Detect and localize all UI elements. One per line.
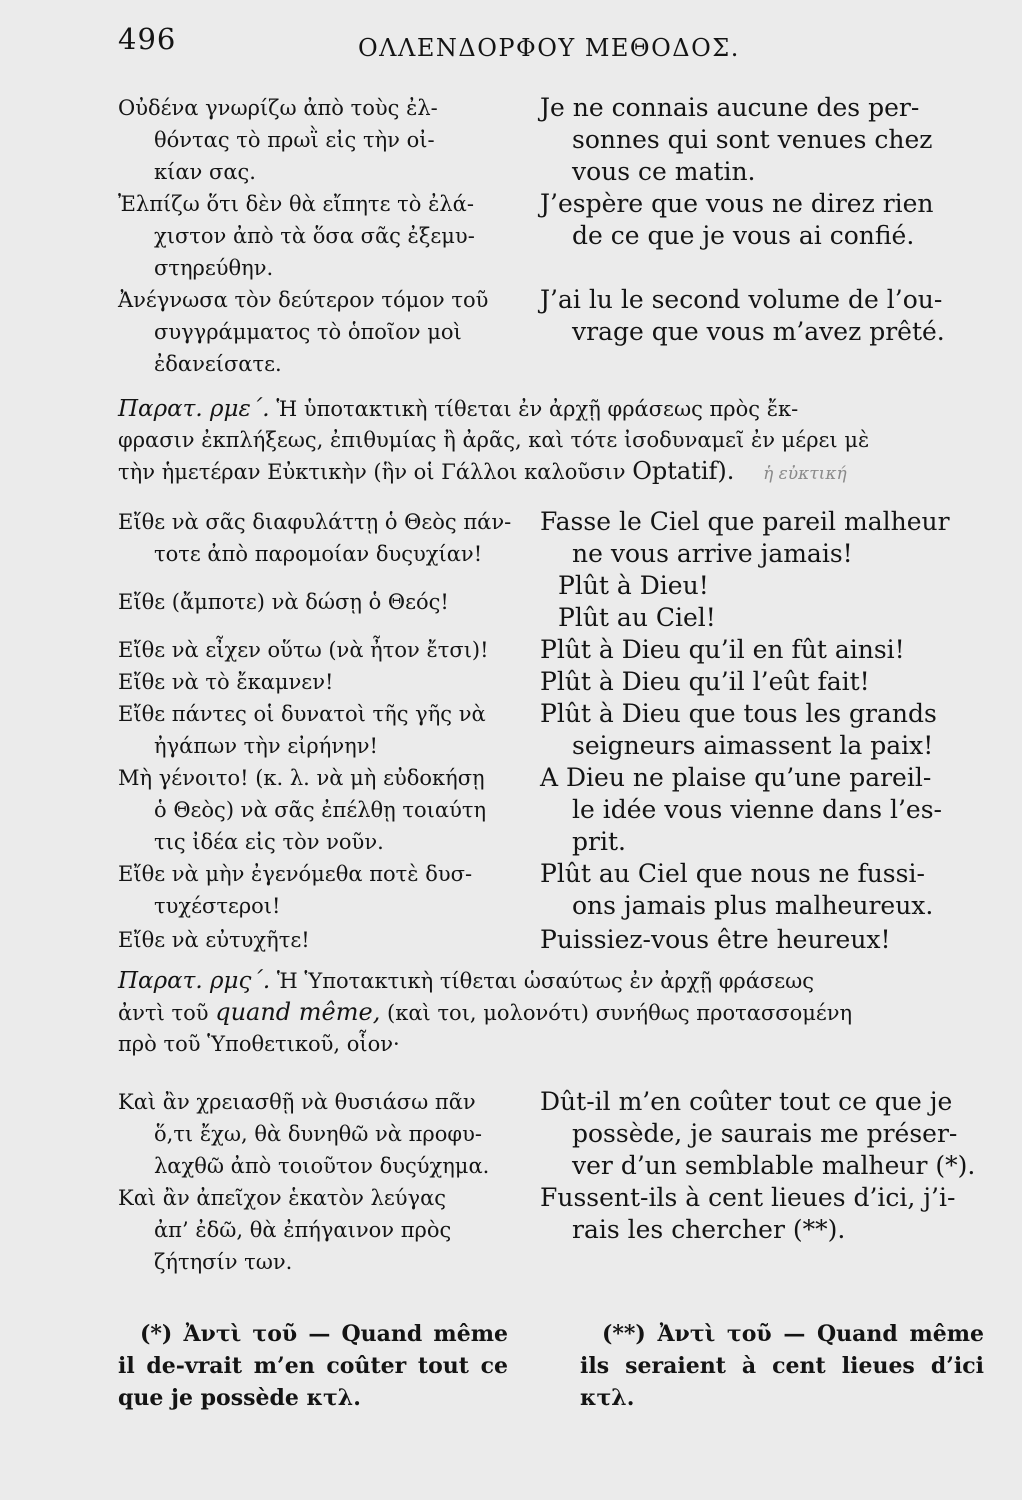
greek-sentence: Μὴ γένοιτο! (κ. λ. νὰ μὴ εὐδοκήσῃ ὁ Θεὸς) νὰ σᾶς ἐπέλθῃ τοιαύτη τις ἰδέα εἰς τὸν νοῦν. (118, 766, 487, 854)
handwritten-annotation: ἡ εὐκτική (763, 464, 847, 484)
remark-146 (118, 966, 984, 1060)
french-term: Optatif). (632, 457, 735, 485)
greek-sentence: Εἴθε νὰ μὴν ἐγενόμεθα ποτὲ δυσ- τυχέστεροι! (118, 862, 473, 918)
remark-text: Ἡ Ὑποτακτικὴ τίθεται ὡσαύτως ἐν ἀρχῇ φράσεως (276, 969, 815, 993)
remark-label: Παρατ. ρμς΄. (118, 968, 271, 994)
remark-text: φρασιν ἐκπλήξεως, ἐπιθυμίας ἢ ἀρᾶς, καὶ τότε ἰσοδυναμεῖ ἐν μέρει μὲ (118, 428, 870, 452)
french-translation: Plût au Ciel que nous ne fussi- ons jamais plus malheureux. (540, 859, 934, 920)
remark-text: (καὶ τοι, μολονότι) συνήθως προτασσομένη (387, 1001, 853, 1025)
remark-text: τὴν ἡμετέραν Εὐκτικὴν (ἣν οἱ Γάλλοι καλοῦσιν (118, 460, 626, 484)
remark-label: Παρατ. ρμε΄. (118, 396, 270, 422)
french-translation: Plût à Dieu qu’il en fût ainsi! (540, 635, 905, 664)
french-translation: Plût à Dieu que tous les grands seigneurs aimassent la paix! (540, 699, 937, 760)
greek-sentence: Εἴθε νὰ σᾶς διαφυλάττῃ ὁ Θεὸς πάν- τοτε ἀπὸ παρομοίαν δυςυχίαν! (118, 510, 512, 566)
footnote-1: (*) Ἀντὶ τοῦ — Quand même il de-vrait m’en coûter tout ce que je possède κτλ. (118, 1321, 508, 1411)
remark-text: ἀντὶ τοῦ (118, 1001, 209, 1025)
greek-sentence: Οὐδένα γνωρίζω ἀπὸ τοὺς ἐλ- θόντας τὸ πρωῒ εἰς τὴν οἰ- κίαν σας. (118, 96, 438, 184)
remark-text: Ἡ ὑποτακτικὴ τίθεται ἐν ἀρχῇ φράσεως πρὸς ἔκ- (276, 397, 799, 421)
french-term: quand même, (215, 998, 381, 1026)
running-title: ΟΛΛΕΝΔΟΡΦΟΥ ΜΕΘΟΔΟΣ. (358, 34, 740, 62)
greek-sentence: Καὶ ἂν χρειασθῇ νὰ θυσιάσω πᾶν ὅ,τι ἔχω, θὰ δυνηθῶ νὰ προφυ- λαχθῶ ἀπὸ τοιοῦτον δυςύχημα. (118, 1090, 490, 1178)
page-header (118, 22, 982, 66)
french-translation: Fasse le Ciel que pareil malheur ne vous arrive jamais! (540, 507, 950, 568)
greek-sentence: Εἴθε νὰ τὸ ἔκαμνεν! (118, 670, 334, 694)
greek-sentence: Καὶ ἂν ἀπεῖχον ἑκατὸν λεύγας ἀπ’ ἐδῶ, θὰ ἐπήγαινον πρὸς ζήτησίν των. (118, 1186, 452, 1274)
greek-sentence: Ἀνέγνωσα τὸν δεύτερον τόμον τοῦ συγγράμματος τὸ ὁποῖον μοὶ ἐδανείσατε. (118, 288, 489, 376)
french-translation: J’espère que vous ne direz rien de ce que je vous ai confié. (540, 189, 934, 250)
remark-145 (118, 394, 984, 490)
greek-sentence: Εἴθε νὰ εἶχεν οὕτω (νὰ ἦτον ἔτσι)! (118, 638, 489, 662)
french-translation: Je ne connais aucune des per- sonnes qui sont venues chez vous ce matin. (540, 93, 933, 186)
greek-sentence: Εἴθε πάντες οἱ δυνατοὶ τῆς γῆς νὰ ἠγάπων τὴν εἰρήνην! (118, 702, 486, 758)
french-translation: Plût à Dieu! Plût au Ciel! (558, 571, 716, 632)
french-translation: Fussent-ils à cent lieues d’ici, j’i- rais les chercher (**). (540, 1183, 956, 1244)
remark-text: πρὸ τοῦ Ὑποθετικοῦ, οἷον· (118, 1032, 400, 1056)
french-translation: Dût-il m’en coûter tout ce que je possède, je saurais me préser- ver d’un semblable malheur (*). (540, 1087, 976, 1180)
greek-sentence: Εἴθε νὰ εὐτυχῆτε! (118, 928, 310, 952)
french-translation: Plût à Dieu qu’il l’eût fait! (540, 667, 870, 696)
french-translation: Puissiez-vous être heureux! (540, 925, 891, 954)
greek-sentence: Εἴθε (ἄμποτε) νὰ δώσῃ ὁ Θεός! (118, 590, 449, 614)
footnote-2: (**) Ἀντὶ τοῦ — Quand même ils seraient à cent lieues d’ici κτλ. (580, 1321, 984, 1411)
french-translation: A Dieu ne plaise qu’une pareil- le idée vous vienne dans l’es- prit. (540, 763, 942, 856)
page-number: 496 (118, 22, 177, 56)
greek-sentence: Ἐλπίζω ὅτι δὲν θὰ εἴπητε τὸ ἐλά- χιστον ἀπὸ τὰ ὅσα σᾶς ἐξεμυ- στηρεύθην. (118, 192, 475, 280)
french-translation: J’ai lu le second volume de l’ou- vrage que vous m’avez prêté. (540, 285, 945, 346)
